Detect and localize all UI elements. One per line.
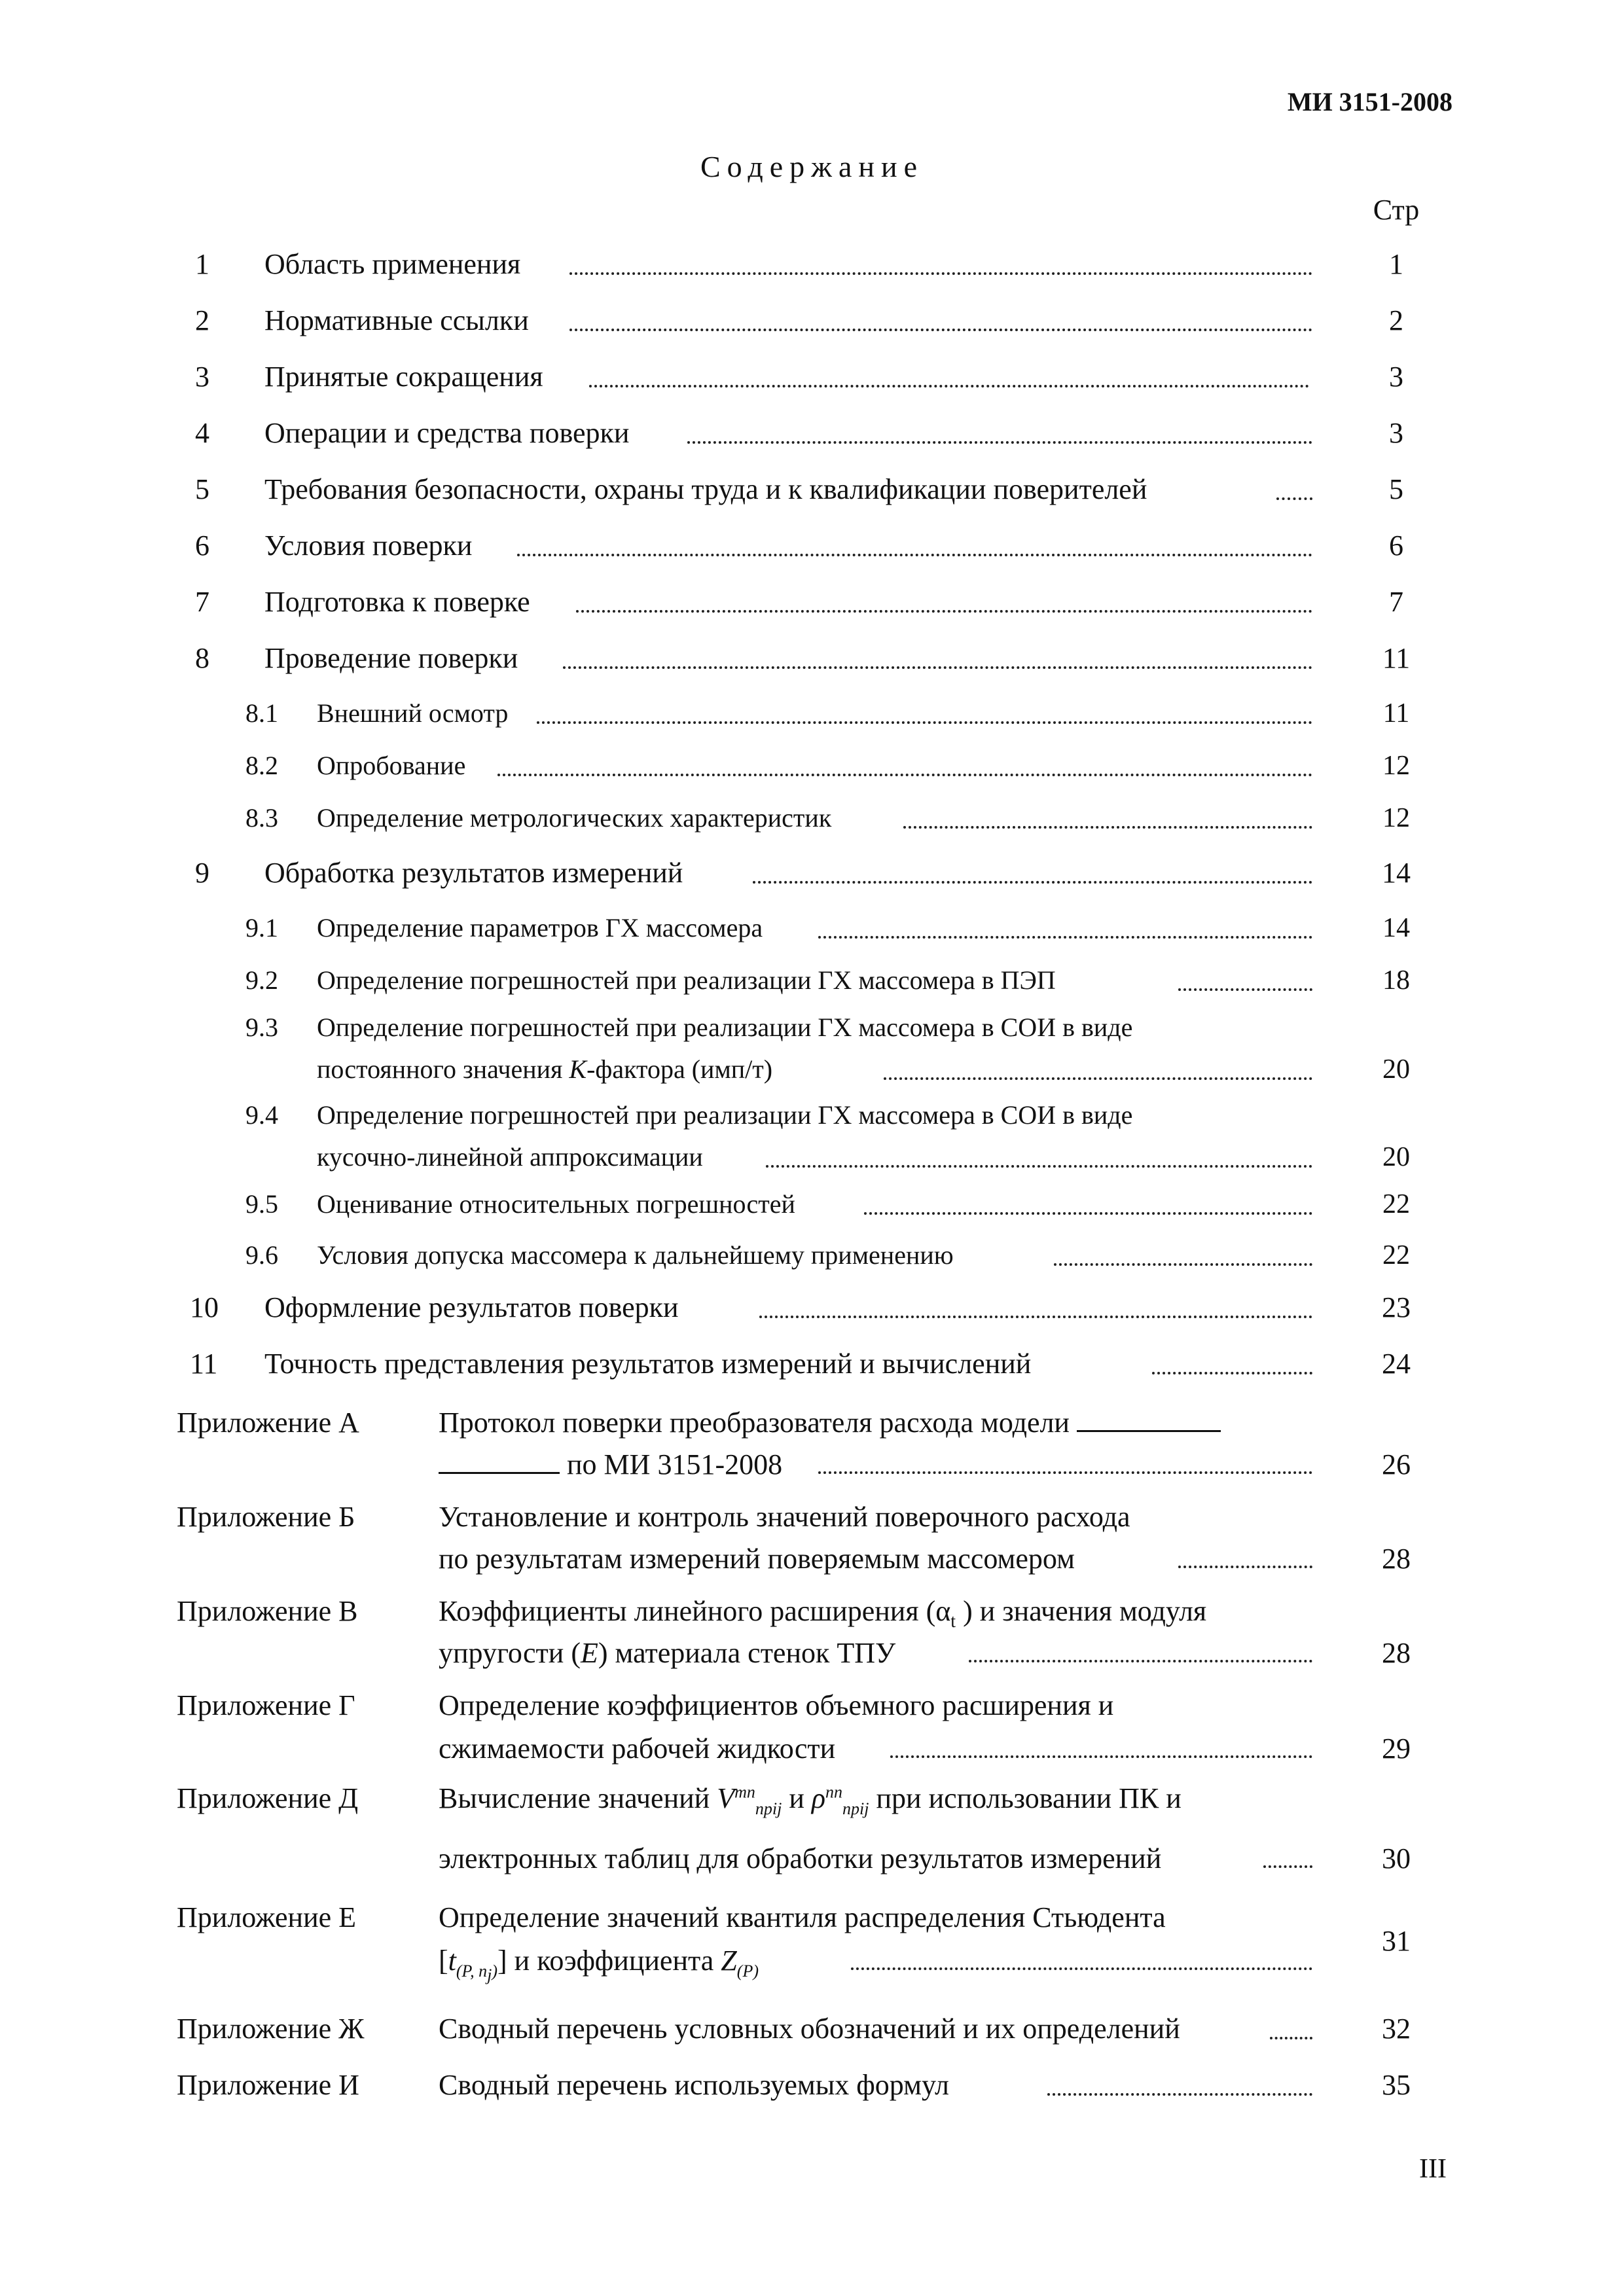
dot-leader	[903, 826, 1312, 829]
appendix-title-line2: по МИ 3151-2008	[439, 1448, 1322, 1481]
toc-entry-title: Операции и средства поверки	[264, 416, 1312, 450]
appendix-title-line1: Установление и контроль значений поверочного расхода	[439, 1501, 1130, 1533]
toc-entry-page: 22	[1382, 1189, 1410, 1219]
appendix-label: Приложение И	[177, 2069, 359, 2101]
toc-entry-number: 9.6	[245, 1240, 278, 1270]
toc-entry-number: 6	[195, 529, 209, 562]
dot-leader	[576, 610, 1312, 613]
toc-entry-page: 1	[1389, 248, 1403, 280]
toc-entry-page: 18	[1382, 965, 1410, 996]
toc-entry-number: 11	[190, 1348, 218, 1380]
dot-leader	[851, 1967, 1312, 1970]
page-column-header: Стр	[1373, 194, 1420, 226]
dot-leader	[1178, 1566, 1312, 1568]
dot-leader	[569, 272, 1312, 275]
appendix-title-line2: $[t_{(P, n_j)}]$ и коэффициента $Z_{(P)}$	[439, 1944, 1322, 1985]
toc-entry-page: 12	[1382, 751, 1410, 781]
toc-entry-title: Нормативные ссылки	[264, 304, 1312, 337]
dot-leader	[517, 554, 1312, 556]
appendix-title-line2: по результатам измерений поверяемым массомером	[439, 1542, 1322, 1575]
appendix-label: Приложение Д	[177, 1782, 359, 1814]
toc-entry-number: 9.4	[245, 1100, 278, 1130]
toc-entry-page: 2	[1389, 304, 1403, 336]
dot-leader	[589, 385, 1309, 387]
toc-entry-number: 8.1	[245, 698, 278, 728]
toc-entry-title: Обработка результатов измерений	[264, 856, 1312, 889]
appendix-page: 29	[1382, 1732, 1411, 1765]
dot-leader	[687, 441, 1312, 444]
toc-entry-page: 14	[1382, 857, 1411, 889]
toc-entry-title: Внешний осмотр	[317, 698, 1312, 728]
appendix-page: 31	[1382, 1925, 1411, 1957]
toc-entry-page: 3	[1389, 417, 1403, 449]
dot-leader	[1276, 497, 1312, 500]
toc-entry-number: 9.5	[245, 1189, 278, 1219]
appendix-label: Приложение Е	[177, 1901, 357, 1933]
toc-entry-title: Условия поверки	[264, 529, 1312, 562]
dot-leader	[1047, 2093, 1312, 2096]
appendix-title-line1: Коэффициенты линейного расширения ($\alpha_t$ ) и значения модуля	[439, 1595, 1207, 1632]
appendix-label: Приложение А	[177, 1407, 359, 1439]
toc-entry-page: 5	[1389, 473, 1403, 505]
appendix-title-line2: сжимаемости рабочей жидкости	[439, 1732, 1322, 1765]
toc-entry-title: Опробование	[317, 750, 1312, 781]
toc-entry-page: 7	[1389, 586, 1403, 618]
dot-leader	[1263, 1865, 1312, 1868]
toc-entry-title: Проведение поверки	[264, 641, 1312, 675]
toc-entry-page: 3	[1389, 361, 1403, 393]
toc-entry-page: 20	[1382, 1054, 1410, 1085]
toc-entry-number: 4	[195, 417, 209, 449]
toc-entry-number: 9	[195, 857, 209, 889]
toc-entry-number: 8.2	[245, 751, 278, 780]
toc-entry-title: Определение метрологических характеристик	[317, 802, 1312, 833]
dot-leader	[569, 329, 1312, 331]
formula-v: $V^{тп}_{прij}$	[717, 1782, 782, 1818]
toc-entry-number: 8.3	[245, 803, 278, 833]
appendix-label: Приложение В	[177, 1595, 358, 1627]
blank-field	[439, 1450, 560, 1474]
document-code: МИ 3151-2008	[1287, 87, 1453, 117]
appendix-label: Приложение Г	[177, 1689, 355, 1721]
toc-entry-title-line2: постоянного значения K-фактора (имп/т)	[317, 1054, 1312, 1085]
appendix-title-line2: электронных таблиц для обработки результатов измерений	[439, 1842, 1322, 1875]
formula-rho: $\rho^{пп}_{прij}$	[811, 1782, 869, 1818]
dot-leader	[537, 721, 1312, 724]
toc-entry-page: 11	[1382, 642, 1411, 674]
appendix-page: 30	[1382, 1842, 1411, 1874]
toc-entry-number: 8	[195, 642, 209, 674]
dot-leader	[563, 666, 1312, 669]
dot-leader	[1270, 2037, 1312, 2039]
dot-leader	[890, 1755, 1312, 1758]
toc-entry-title: Определение параметров ГХ массомера	[317, 912, 1312, 943]
appendix-title: Сводный перечень условных обозначений и их определений	[439, 2012, 1322, 2045]
toc-entry-page: 12	[1382, 803, 1410, 833]
toc-entry-title: Оценивание относительных погрешностей	[317, 1189, 1312, 1219]
appendix-label: Приложение Ж	[177, 2013, 365, 2045]
appendix-page: 35	[1382, 2069, 1411, 2101]
dot-leader	[497, 774, 1312, 776]
dot-leader	[759, 1316, 1312, 1318]
toc-entry-number: 1	[195, 248, 209, 280]
toc-entry-title-line1: Определение погрешностей при реализации ГХ массомера в СОИ в виде	[317, 1100, 1133, 1130]
appendix-page: 26	[1382, 1448, 1411, 1480]
dot-leader	[969, 1660, 1312, 1662]
toc-entry-number: 9.1	[245, 913, 278, 942]
toc-title: Содержание	[700, 150, 924, 183]
appendix-title: Сводный перечень используемых формул	[439, 2068, 1322, 2102]
toc-entry-title: Требования безопасности, охраны труда и к квалификации поверителей	[264, 473, 1312, 506]
dot-leader	[1152, 1372, 1312, 1374]
toc-entry-title: Условия допуска массомера к дальнейшему применению	[317, 1240, 1312, 1270]
dot-leader	[818, 1471, 1312, 1474]
dot-leader	[884, 1077, 1312, 1080]
toc-entry-number: 9.3	[245, 1013, 278, 1042]
toc-entry-title: Область применения	[264, 247, 1312, 281]
toc-entry-title-line1: Определение погрешностей при реализации ГХ массомера в СОИ в виде	[317, 1013, 1133, 1042]
toc-entry-title: Подготовка к поверке	[264, 585, 1312, 619]
toc-entry-title: Определение погрешностей при реализации ГХ массомера в ПЭП	[317, 965, 1312, 996]
toc-entry-page: 14	[1382, 913, 1410, 943]
appendix-title-line1: Определение коэффициентов объемного расширения и	[439, 1689, 1114, 1721]
toc-entry-number: 3	[195, 361, 209, 393]
dot-leader	[1178, 988, 1312, 991]
dot-leader	[1054, 1263, 1312, 1266]
appendix-title-line2: упругости (E) материала стенок ТПУ	[439, 1636, 1322, 1670]
toc-entry-page: 20	[1382, 1142, 1410, 1172]
appendix-label: Приложение Б	[177, 1501, 355, 1533]
toc-entry-number: 9.2	[245, 965, 278, 995]
dot-leader	[753, 881, 1312, 884]
appendix-title-line1: Протокол поверки преобразователя расхода модели	[439, 1406, 1221, 1439]
toc-entry-title: Точность представления результатов измерений и вычислений	[264, 1347, 1312, 1380]
toc-entry-title-line2: кусочно-линейной аппроксимации	[317, 1141, 1312, 1172]
toc-entry-title: Оформление результатов поверки	[264, 1291, 1312, 1324]
toc-entry-page: 22	[1382, 1240, 1410, 1270]
toc-entry-number: 5	[195, 473, 209, 505]
toc-entry-title: Принятые сокращения	[264, 360, 1312, 393]
toc-entry-page: 24	[1382, 1348, 1411, 1380]
appendix-page: 28	[1382, 1637, 1411, 1669]
toc-entry-page: 11	[1382, 698, 1410, 728]
toc-entry-page: 6	[1389, 529, 1403, 562]
appendix-page: 28	[1382, 1543, 1411, 1575]
appendix-title-line1: Определение значений квантиля распределения Стьюдента	[439, 1901, 1166, 1933]
toc-entry-page: 23	[1382, 1291, 1411, 1323]
toc-entry-number: 7	[195, 586, 209, 618]
dot-leader	[766, 1165, 1312, 1168]
page-number: III	[1419, 2154, 1447, 2184]
blank-field	[1077, 1408, 1221, 1432]
toc-entry-number: 2	[195, 304, 209, 336]
appendix-title-line1: Вычисление значений $V^{тп}_{прij}$ и $\rho^{пп}_{прij}$ при использовании ПК и	[439, 1782, 1182, 1818]
toc-entry-number: 10	[190, 1291, 219, 1323]
appendix-page: 32	[1382, 2013, 1411, 2045]
dot-leader	[864, 1212, 1312, 1215]
dot-leader	[818, 936, 1312, 939]
